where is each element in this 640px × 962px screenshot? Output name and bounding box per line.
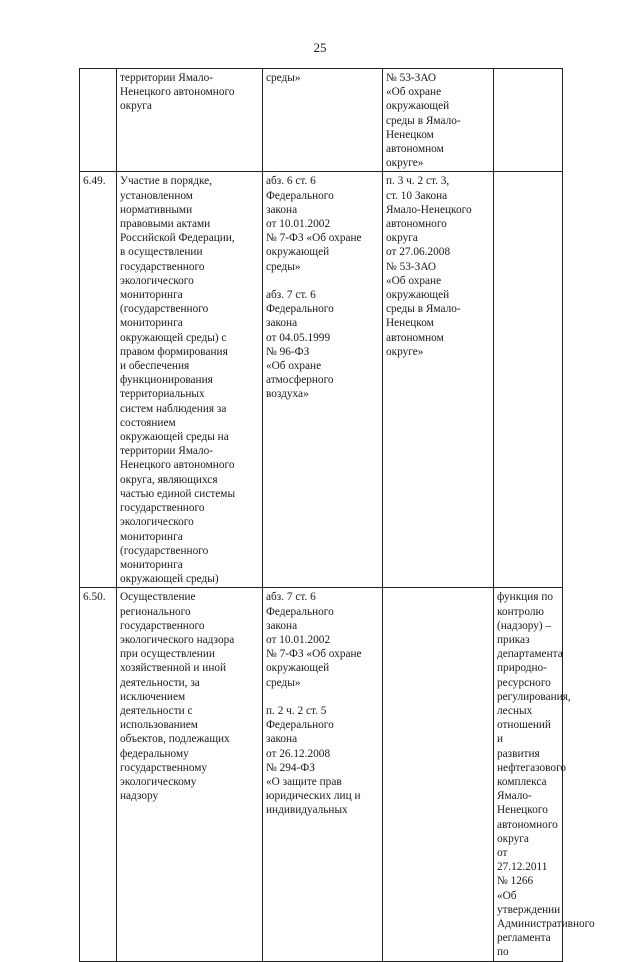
cell-note [494, 172, 563, 588]
cell-federal-basis: среды» [263, 69, 383, 172]
cell-number: 6.50. [80, 588, 117, 961]
page-number: 25 [313, 40, 327, 55]
cell-note: функция по контролю (надзору) – приказ департамента природно-ресурсного регулирования, лесных отношений и развития нефтегазового комплекса Ямало- Ненецкого автономного округа от 27.12.2011 № 1266 «Об утверждении Административного регламента по [494, 588, 563, 961]
cell-activity: территории Ямало- Ненецкого автономного округа [117, 69, 263, 172]
cell-regional-basis: № 53-ЗАО «Об охране окружающей среды в Ямало- Ненецком автономном округе» [383, 69, 494, 172]
table-row [80, 69, 563, 172]
cell-federal-basis: абз. 7 ст. 6 Федерального закона от 10.01.2002 № 7-ФЗ «Об охране окружающей среды» п. 2 ч. 2 ст. 5 Федерального закона от 26.12.2008 № 294-ФЗ «О защите прав юридических лиц и индивидуальных [263, 588, 383, 961]
cell-federal-basis: абз. 6 ст. 6 Федерального закона от 10.01.2002 № 7-ФЗ «Об охране окружающей среды» абз. 7 ст. 6 Федерального закона от 04.05.1999 № 96-ФЗ «Об охране атмосферного воздуха» [263, 172, 383, 588]
cell-number [80, 69, 117, 172]
cell-activity: Участие в порядке, установленном нормативными правовыми актами Российской Федерации, в осуществлении государственного экологического мониторинга (государственного мониторинга окружающей среды) с правом формирования и обеспечения функционирования территориальных систем наблюдения за состоянием окружающей среды на территории Ямало- Ненецкого автономного округа, являющихся частью единой системы государственного экологического мониторинга (государственного мониторинга окружающей среды) [117, 172, 263, 588]
cell-number: 6.49. [80, 172, 117, 588]
cell-note [494, 69, 563, 172]
cell-activity: Осуществление регионального государственного экологического надзора при осуществлении хозяйственной и иной деятельности, за исключением деятельности с использованием объектов, подлежащих федеральному государственному экологическому надзору [117, 588, 263, 961]
table-row [80, 172, 563, 588]
table-row [80, 588, 563, 961]
cell-regional-basis [383, 588, 494, 961]
powers-table [79, 68, 595, 962]
cell-regional-basis: п. 3 ч. 2 ст. 3, ст. 10 Закона Ямало-Ненецкого автономного округа от 27.06.2008 № 53-ЗАО «Об охране окружающей среды в Ямало- Ненецком автономном округе» [383, 172, 494, 588]
